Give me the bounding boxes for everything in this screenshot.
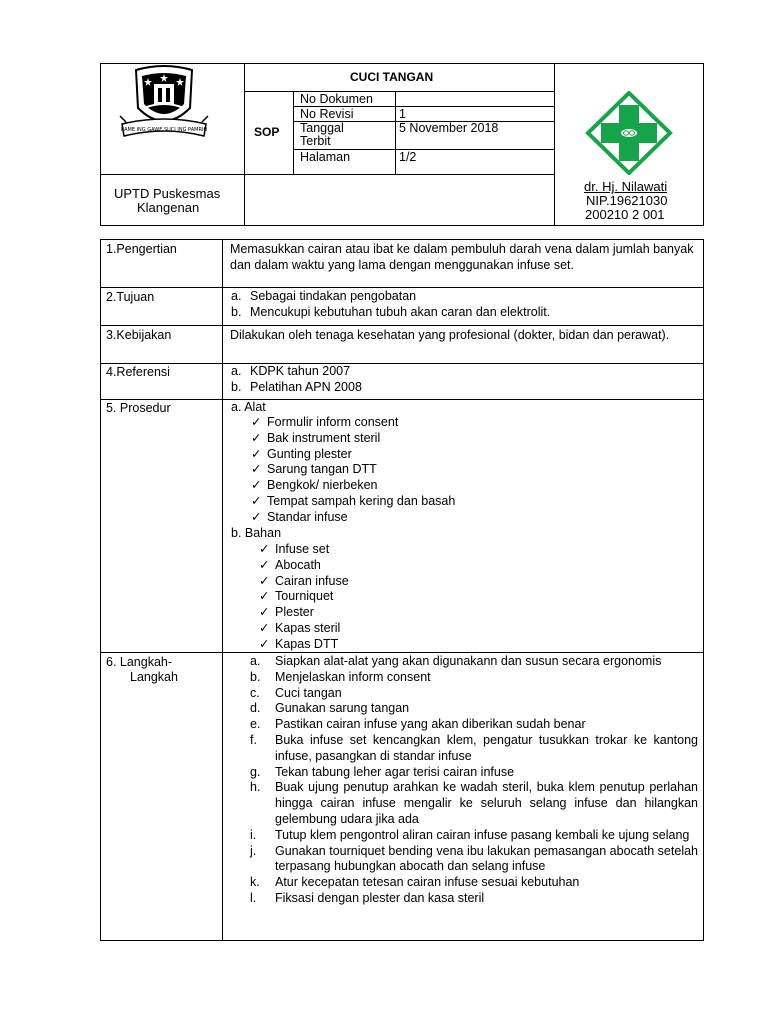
step-item [250,891,698,907]
checklist-item-text: Formulir inform consent [267,415,399,429]
tujuan-item-mark: b. [231,305,242,319]
step-text: Buka infuse set kencangkan klem, pengatur tusukkan trokar ke kantong infuse, pasangkan di standar infuse [275,732,698,763]
step-marker: j. [250,843,257,858]
checklist-item [251,415,398,431]
step-marker: l. [250,890,257,905]
step-text: Menjelaskan inform consent [275,669,431,684]
checklist-item [259,637,338,653]
checklist-item [251,462,377,478]
svg-text:RAME ING GAWE SUCI ING PAMRIH: RAME ING GAWE SUCI ING PAMRIH [120,127,208,133]
meta-label-no-dokumen: No Dokumen [300,92,373,106]
step-marker: a. [250,654,261,668]
checklist-item-text: Gunting plester [267,446,352,461]
checkmark-icon: ✓ [259,573,270,588]
checklist-item [259,589,333,605]
org-name-line1: UPTD Puskesmas [114,186,221,201]
section-label-referensi: 4.Referensi [106,365,170,379]
checklist-item [251,494,455,510]
step-item [250,765,698,781]
step-marker: b. [250,669,261,684]
checkmark-icon: ✓ [259,557,270,572]
checklist-item-text: Bak instrument steril [267,430,381,445]
bahan-heading: b. Bahan [231,526,282,540]
step-marker: c. [250,685,260,700]
sop-label: SOP [254,125,280,139]
step-marker: g. [250,764,261,779]
checkmark-icon: ✓ [251,415,262,429]
step-text: Tekan tabung leher agar terisi cairan infuse [275,764,515,779]
signer-nip-line2: 200210 2 001 [585,207,665,222]
checkmark-icon: ✓ [259,605,270,620]
step-text: Gunakan sarung tangan [275,701,410,716]
signer-nip-line1: NIP.19621030 [586,193,668,208]
checklist-item-text: Tempat sampah kering dan basah [267,494,456,508]
checkmark-icon: ✓ [251,494,262,508]
step-marker: i. [250,827,257,842]
checkmark-icon: ✓ [251,509,262,524]
puskesmas-cross-logo-icon [584,91,674,175]
step-text: Buak ujung penutup arahkan ke wadah steril, buka klem penutup perlahan hingga cairan infuse mengalir ke seluruh selang infuse dan hilangkan gelembung udara jika ada [275,780,698,826]
step-item [250,875,698,891]
steps-list [250,654,698,907]
checklist-item [259,558,321,574]
checkmark-icon: ✓ [251,462,262,477]
step-text: Siapkan alat-alat yang akan digunakann dan susun secara ergonomis [275,654,662,668]
checklist-item-text: Bengkok/ nierbeken [267,478,378,493]
checklist-item-text: Standar infuse [267,509,348,524]
regional-emblem-icon [118,64,210,150]
step-item [250,828,698,844]
checklist-item-text: Plester [275,605,314,620]
section-label-prosedur: 5. Prosedur [106,401,171,415]
step-item [250,780,698,827]
checkmark-icon: ✓ [251,430,262,445]
checklist-item [259,542,329,558]
section-label-tujuan: 2.Tujuan [106,290,155,304]
meta-label-no-revisi: No Revisi [300,107,354,121]
section-text-pengertian: Memasukkan cairan atau ibat ke dalam pembuluh darah vena dalam jumlah banyak dan dalam waktu yang lama dengan menggunakan infuse set. [230,242,694,272]
section-label-langkah: 6. Langkah- [106,655,173,669]
step-text: Cuci tangan [275,685,342,700]
checklist-item [251,447,352,463]
meta-label-halaman: Halaman [300,150,351,164]
checkmark-icon: ✓ [259,636,270,651]
step-item [250,670,698,686]
step-text: Tutup klem pengontrol aliran cairan infuse pasang kembali ke ujung selang [275,827,690,842]
section-label-pengertian: 1.Pengertian [106,242,177,256]
checklist-item [251,478,378,494]
checklist-item-text: Cairan infuse [275,573,349,588]
checkmark-icon: ✓ [251,478,262,493]
section-text-kebijakan: Dilakukan oleh tenaga kesehatan yang profesional (dokter, bidan dan perawat). [230,328,670,342]
checkmark-icon: ✓ [259,542,270,556]
checkmark-icon: ✓ [251,446,262,461]
step-item [250,654,698,670]
step-item [250,686,698,702]
document-title: CUCI TANGAN [350,70,434,84]
checklist-item [251,510,348,526]
checklist-item [259,605,314,621]
step-item [250,701,698,717]
step-item [250,717,698,733]
checklist-item-text: Kapas steril [275,621,341,635]
meta-label-terbit: Terbit [300,134,331,148]
section-label-kebijakan: 3.Kebijakan [106,328,172,342]
checklist-item-text: Abocath [275,557,321,572]
step-item [250,733,698,765]
step-text: Atur kecepatan tetesan cairan infuse sesuai kebutuhan [275,875,580,890]
checkmark-icon: ✓ [259,589,270,604]
checklist-item-text: Sarung tangan DTT [267,462,377,477]
referensi-item-mark: a. [231,364,242,378]
checkmark-icon: ✓ [259,621,270,635]
tujuan-item-mark: a. [231,289,242,303]
tujuan-item-text: Mencukupi kebutuhan tubuh akan caran dan elektrolit. [250,305,551,319]
checklist-item-text: Infuse set [275,542,330,556]
checklist-item [259,574,349,590]
section-label-langkah-2: Langkah [130,670,178,684]
meta-label-tanggal: Tanggal [300,121,344,135]
step-marker: f. [250,732,257,747]
checklist-item [259,621,340,637]
step-item [250,844,698,876]
referensi-item-mark: b. [231,380,242,394]
meta-value-tanggal: 5 November 2018 [399,121,499,135]
meta-value-no-revisi: 1 [399,107,406,121]
step-marker: k. [250,875,260,890]
signer-name: dr. Hj. Nilawati [584,179,668,194]
meta-value-halaman: 1/2 [399,150,417,164]
checklist-item [251,431,380,447]
step-text: Gunakan tourniquet bending vena ibu lakukan pemasangan abocath setelah terpasang hubungkan abocath dan selang infuse [275,843,698,874]
step-marker: h. [250,780,261,795]
step-text: Fiksasi dengan plester dan kasa steril [275,890,485,905]
tujuan-item-text: Sebagai tindakan pengobatan [250,289,417,303]
checklist-item-text: Kapas DTT [275,636,339,651]
step-text: Pastikan cairan infuse yang akan diberikan sudah benar [275,717,586,732]
step-marker: e. [250,717,261,732]
checklist-item-text: Tourniquet [275,589,334,604]
step-marker: d. [250,701,261,716]
referensi-item-text: KDPK tahun 2007 [250,364,351,378]
referensi-item-text: Pelatihan APN 2008 [250,380,362,394]
alat-heading: a. Alat [231,400,266,414]
org-name-line2: Klangenan [137,200,200,215]
